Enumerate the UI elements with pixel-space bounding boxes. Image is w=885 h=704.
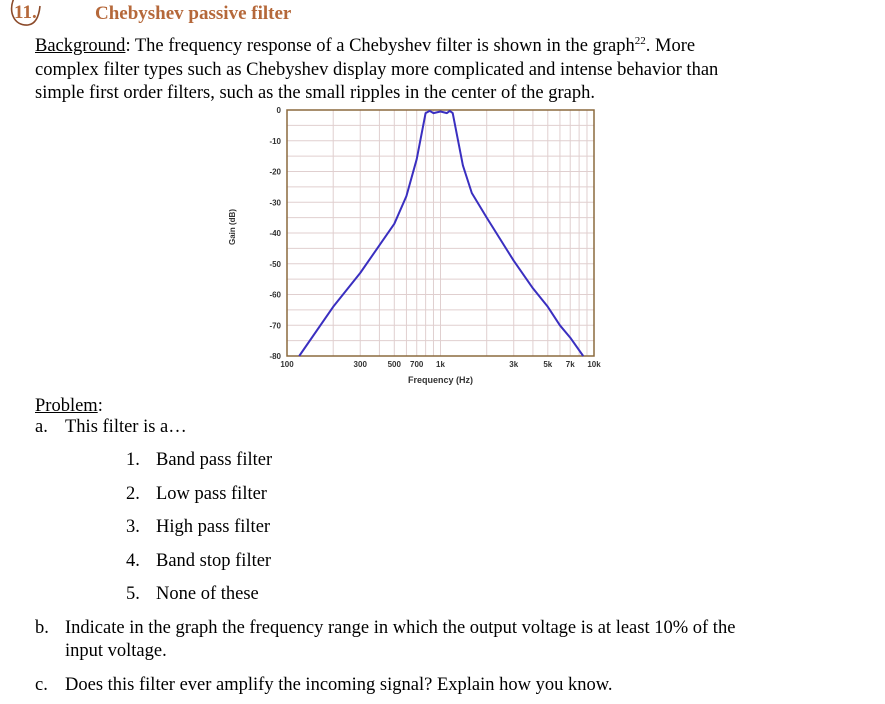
x-tick-label: 3k [509,360,519,369]
problem-heading: Problem: [35,396,103,416]
question-title: Chebyshev passive filter [95,3,292,24]
option-3-text: High pass filter [156,517,271,537]
x-axis-label: Frequency (Hz) [407,375,474,385]
part-c-letter: c. [35,675,48,695]
y-tick-label: -50 [269,259,281,269]
y-tick-label: -40 [269,229,281,238]
x-tick-label: 10k [587,360,601,369]
y-tick-label: 0 [276,106,281,115]
option-4-text: Band stop filter [156,551,272,571]
x-tick-label: 700 [410,360,424,369]
part-a-text: This filter is a… [65,417,187,437]
chart-plot [220,105,620,395]
y-tick-label: -70 [269,321,281,331]
footnote-ref: 22 [634,35,646,47]
option-1-text: Band pass filter [156,450,273,470]
background-line-1: Background: The frequency response of a Chebyshev filter is shown in the graph$^{22}$. More [35,35,696,56]
part-b-letter: b. [35,618,49,638]
x-tick-label: 1k [436,360,445,369]
part-b-line-1: Indicate in the graph the frequency range in which the output voltage is at least 10% of the [65,618,736,638]
y-tick-label: -10 [269,136,281,146]
option-2-text: Low pass filter [156,484,267,504]
part-a-letter: a. [35,417,48,437]
frequency-response-chart [220,105,620,395]
option-5-number: 5. [126,584,140,604]
option-4-number: 4. [126,551,140,571]
part-c-text: Does this filter ever amplify the incoming signal? Explain how you know. [65,675,613,695]
background-label: Background [35,36,126,56]
y-tick-label: -80 [269,352,281,361]
y-tick-label: -60 [269,290,281,300]
x-tick-label: 300 [353,360,367,369]
x-tick-label: 500 [387,360,401,369]
question-number: 11. [8,0,44,30]
background-line-2: complex filter types such as Chebyshev display more complicated and intense behavior than [35,60,719,80]
y-axis-label: Gain (dB) [228,209,237,245]
x-tick-label: 100 [280,360,294,369]
x-tick-label: 5k [543,360,553,369]
background-line-3: simple first order filters, such as the small ripples in the center of the graph. [35,83,595,103]
option-2-number: 2. [126,484,140,504]
part-b-line-2: input voltage. [65,641,167,661]
option-5-text: None of these [156,584,259,604]
x-tick-label: 7k [565,360,575,369]
y-tick-label: -30 [269,198,281,208]
option-1-number: 1. [126,450,140,470]
option-3-number: 3. [126,517,140,537]
y-tick-label: -20 [269,167,281,177]
